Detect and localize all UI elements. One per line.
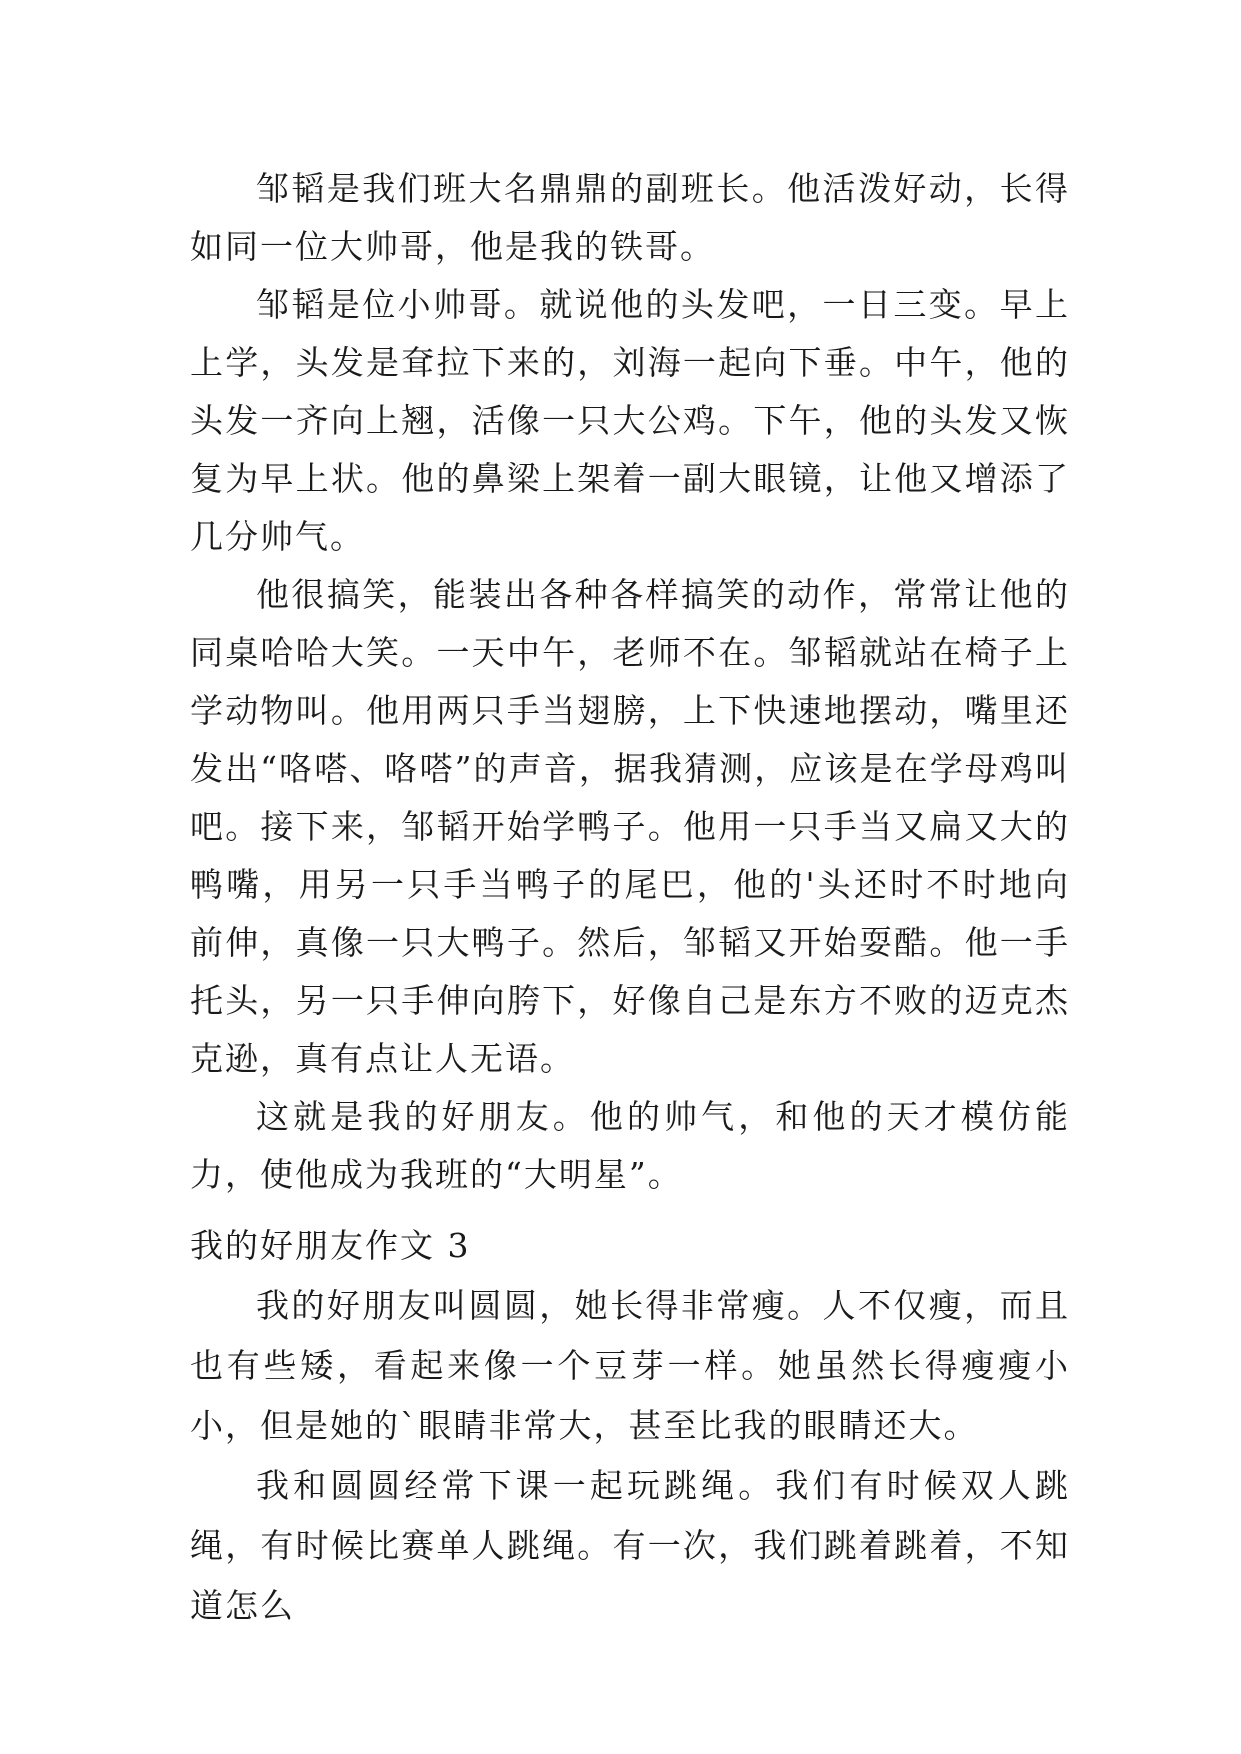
section-heading: 我的好朋友作文 3 [190,1226,471,1265]
paragraph: 邹韬是位小帅哥。就说他的头发吧，一日三变。早上上学，头发是耷拉下来的，刘海一起向下垂。中午，他的头发一齐向上翘，活像一只大公鸡。下午，他的头发又恢复为早上状。他的鼻梁上架着一副大眼镜，让他又增添了几分帅气。 [190,285,1070,556]
paragraph: 他很搞笑，能装出各种各样搞笑的动作，常常让他的同桌哈哈大笑。一天中午，老师不在。邹韬就站在椅子上学动物叫。他用两只手当翅膀，上下快速地摆动，嘴里还发出“咯嗒、咯嗒”的声音，据我猜测，应该是在学母鸡叫吧。接下来，邹韬开始学鸭子。他用一只手当又扁又大的鸭嘴，用另一只手当鸭子的尾巴，他的'头还时不时地向前伸，真像一只大鸭子。然后，邹韬又开始耍酷。他一手托头，另一只手伸向胯下，好像自己是东方不败的迈克杰克逊，真有点让人无语。 [190,575,1070,1078]
paragraph: 邹韬是我们班大名鼎鼎的副班长。他活泼好动，长得如同一位大帅哥，他是我的铁哥。 [190,169,1070,266]
essay-section-2 [190,1216,1070,1636]
paragraph: 我和圆圆经常下课一起玩跳绳。我们有时候双人跳绳，有时候比赛单人跳绳。有一次，我们跳着跳着，不知道怎么 [190,1466,1070,1625]
essay-section-1 [190,160,1070,1204]
paragraph: 这就是我的好朋友。他的帅气，和他的天才模仿能力，使他成为我班的“大明星”。 [190,1097,1070,1194]
paragraph: 我的好朋友叫圆圆，她长得非常瘦。人不仅瘦，而且也有些矮，看起来像一个豆芽一样。她虽然长得瘦瘦小小，但是她的`眼睛非常大，甚至比我的眼睛还大。 [190,1286,1070,1445]
